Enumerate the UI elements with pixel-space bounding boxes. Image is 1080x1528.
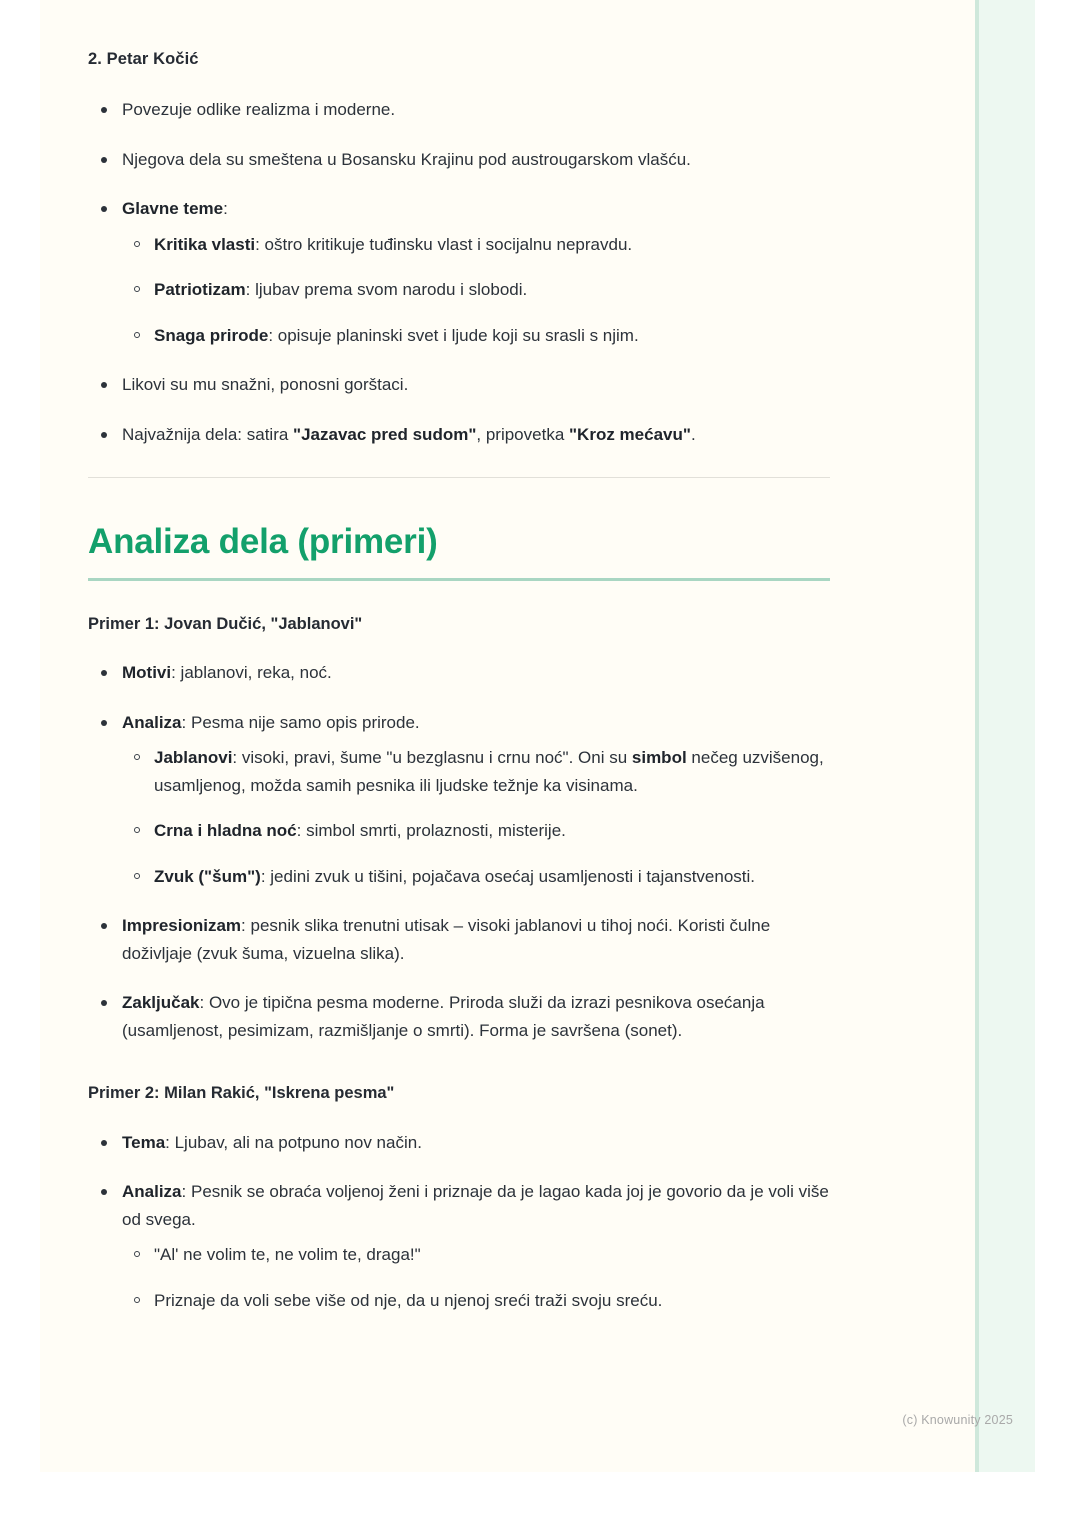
sub-text-a: : simbol smrti, prolaznosti, misterije. [296, 821, 566, 841]
list-item [88, 659, 830, 687]
list-item [122, 276, 830, 304]
bullet-text: : Pesma nije samo opis prirode. [181, 712, 420, 732]
bullet-label: Motivi [122, 663, 172, 683]
example-2-bullet-list [88, 1129, 830, 1315]
list-item [122, 1287, 830, 1315]
bullet-label: Analiza [122, 1182, 182, 1202]
example-2-sublist [122, 1241, 830, 1314]
sub-text: "Al' ne volim te, ne volim te, draga!" [154, 1245, 421, 1265]
list-item [88, 1129, 830, 1157]
sub-text-b: nečeg uzvišenog, usamljenog, možda samih pesnika ili ljudske težnje ka visinama. [154, 748, 824, 795]
sub-text: : opisuje planinski svet i ljude koji su srasli s njim. [268, 325, 639, 345]
sub-text: : ljubav prema svom narodu i slobodi. [245, 280, 528, 300]
example-1-bullet-list [88, 659, 830, 1044]
example-2-title: Primer 2: Milan Rakić, "Iskrena pesma" [88, 1084, 395, 1103]
page-title-analiza: Analiza dela (primeri) [88, 521, 438, 561]
sub-emphasis-simbol: simbol [631, 748, 687, 768]
section-title-kocic: 2. Petar Kočić [88, 50, 199, 68]
sub-text: : oštro kritikuje tuđinsku vlast i socijalnu nepravdu. [255, 234, 633, 254]
list-item [122, 817, 830, 845]
section-divider [88, 477, 830, 478]
right-decorative-panel [975, 0, 1035, 1472]
sub-label: Crna i hladna noć [154, 821, 297, 841]
list-item [122, 1241, 830, 1269]
list-item [88, 421, 830, 449]
sub-text: Priznaje da voli sebe više od nje, da u njenoj sreći traži svoju sreću. [154, 1290, 663, 1310]
sub-label: Jablanovi [154, 748, 233, 768]
example-1-title: Primer 1: Jovan Dučić, "Jablanovi" [88, 614, 363, 633]
bullet-text: Njegova dela su smeštena u Bosansku Krajinu pod austrougarskom vlašću. [122, 149, 691, 169]
heading-underline [88, 578, 830, 581]
bullet-text-pre: Najvažnija dela: satira [122, 424, 294, 444]
right-panel-edge-stripe [975, 0, 979, 1472]
bullet-text-post: . [690, 424, 696, 444]
work-title-jazavac: "Jazavac pred sudom" [293, 424, 477, 444]
kocic-bullet-list [88, 96, 830, 448]
sub-label: Snaga prirode [154, 325, 269, 345]
bullet-label: Analiza [122, 712, 182, 732]
bullet-label: Impresionizam [122, 916, 242, 936]
bullet-text: Povezuje odlike realizma i moderne. [122, 100, 396, 120]
list-item [88, 96, 830, 124]
list-item [88, 709, 830, 891]
list-item [88, 989, 830, 1044]
sub-label: Patriotizam [154, 280, 246, 300]
list-item [122, 322, 830, 350]
bullet-text: : jablanovi, reka, noć. [171, 663, 332, 683]
document-content [88, 48, 830, 1336]
document-page [40, 0, 1035, 1472]
bullet-text: : pesnik slika trenutni utisak – visoki jablanovi u tihoj noći. Koristi čulne doživljaje (zvuk šuma, vizuelna slika). [122, 916, 771, 963]
bullet-text: Likovi su mu snažni, ponosni gorštaci. [122, 375, 409, 395]
list-item [122, 863, 830, 891]
list-item [88, 912, 830, 967]
bullet-label: Glavne teme [122, 199, 224, 219]
copyright-watermark: (c) Knowunity 2025 [902, 1413, 1013, 1427]
bullet-text-mid: , pripovetka [476, 424, 569, 444]
bullet-text: : Ovo je tipična pesma moderne. Priroda služi da izrazi pesnikova osećanja (usamljenost, pesimizam, razmišljanje o smrti). Forma je savršena (sonet). [122, 993, 765, 1040]
list-item [88, 1178, 830, 1314]
example-1-sublist [122, 744, 830, 890]
bullet-text: : [223, 199, 228, 219]
list-item [122, 744, 830, 799]
bullet-text: : Pesnik se obraća voljenoj ženi i priznaje da je lagao kada joj je govorio da je voli više od svega. [122, 1182, 829, 1229]
sub-text-a: : visoki, pravi, šume "u bezglasnu i crnu noć". Oni su [232, 748, 632, 768]
work-title-kroz-mecavu: "Kroz mećavu" [569, 424, 691, 444]
list-item [88, 195, 830, 349]
list-item [122, 231, 830, 259]
list-item [88, 146, 830, 174]
list-item [88, 371, 830, 399]
bullet-label: Tema [122, 1132, 166, 1152]
bullet-text: : Ljubav, ali na potpuno nov način. [165, 1132, 422, 1152]
kocic-themes-sublist [122, 231, 830, 350]
sub-label: Zvuk ("šum") [154, 866, 261, 886]
sub-label: Kritika vlasti [154, 234, 256, 254]
bullet-label: Zaključak [122, 993, 200, 1013]
sub-text-a: : jedini zvuk u tišini, pojačava osećaj usamljenosti i tajanstvenosti. [260, 866, 756, 886]
